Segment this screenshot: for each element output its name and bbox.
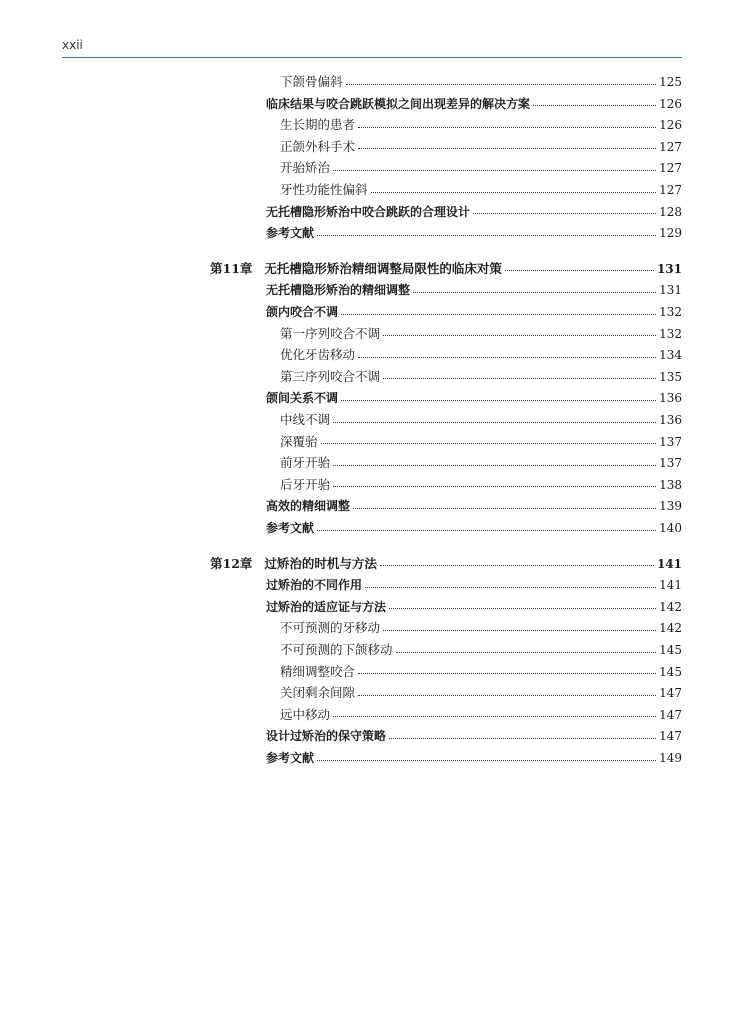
toc-entry-title <box>280 705 330 725</box>
toc-entry-title <box>280 618 380 638</box>
dot-leader <box>383 378 656 379</box>
toc-page-number: 138 <box>659 477 682 492</box>
toc-entry-title <box>266 94 530 114</box>
toc-entry[interactable] <box>280 137 682 157</box>
toc-chapter-entry[interactable] <box>210 554 682 574</box>
toc-title-text: 精细调整咬合 <box>280 663 356 679</box>
dot-leader <box>389 738 656 739</box>
toc-page-number: 141 <box>659 578 682 593</box>
toc-page-number: 135 <box>659 369 682 384</box>
toc-title-text: 过矫治的时机与方法 <box>264 555 377 571</box>
toc-entry-title <box>210 259 502 279</box>
toc-entry[interactable] <box>280 683 682 703</box>
toc-entry[interactable] <box>266 597 682 617</box>
toc-entry-title <box>280 432 318 452</box>
toc-title-text: 中线不调 <box>280 412 331 427</box>
toc-page-number: 132 <box>659 326 682 341</box>
dot-leader <box>358 673 656 674</box>
toc-entry-title <box>280 367 380 387</box>
toc-page-number: 141 <box>656 556 682 571</box>
toc-entry[interactable] <box>266 496 682 516</box>
toc-entry-title <box>266 496 350 516</box>
chapter-number: 第11章 <box>210 260 253 276</box>
toc-page-number: 149 <box>659 751 682 765</box>
toc-page-number: 136 <box>659 391 682 406</box>
toc-entry[interactable] <box>280 618 682 638</box>
toc-entry[interactable] <box>266 202 682 222</box>
dot-leader <box>505 270 654 271</box>
toc-page-number: 126 <box>659 118 682 133</box>
toc-title-text: 第一序列咬合不调 <box>280 325 381 341</box>
toc-entry-title <box>280 683 355 703</box>
dot-leader <box>321 443 657 444</box>
chapter-number: 第12章 <box>210 555 253 571</box>
toc-title-text: 无托槽隐形矫治中咬合跳跃的合理设计 <box>266 204 471 219</box>
toc-entry[interactable] <box>266 575 682 595</box>
toc-entry[interactable] <box>280 345 682 365</box>
toc-entry[interactable] <box>280 180 682 200</box>
toc-title-text: 深覆骀 <box>280 433 318 449</box>
toc-title-text: 第三序列咬合不调 <box>280 368 381 384</box>
toc-page-number: 127 <box>659 183 682 197</box>
toc-title-text: 牙性功能性偏斜 <box>280 182 368 197</box>
toc-entry-title <box>280 180 368 200</box>
dot-leader <box>333 465 656 466</box>
toc-title-text: 临床结果与咬合跳跃模拟之间出现差异的解决方案 <box>266 96 531 111</box>
dot-leader <box>333 486 656 487</box>
toc-page-number: 137 <box>659 456 682 471</box>
toc-title-text: 不可预测的下颌移动 <box>280 642 393 657</box>
toc-entry-title <box>266 518 314 538</box>
toc-entry[interactable] <box>280 705 682 725</box>
toc-page-number: 127 <box>659 139 682 154</box>
dot-leader <box>341 314 656 315</box>
toc-entry-title <box>266 223 314 243</box>
toc-entry-title <box>280 72 343 92</box>
toc-title-text: 无托槽隐形矫治的精细调整 <box>266 283 411 298</box>
dot-leader <box>473 213 656 214</box>
toc-entry-title <box>280 324 380 344</box>
toc-entry[interactable] <box>266 94 682 114</box>
toc-entry-title <box>266 302 338 322</box>
toc-page-number: 131 <box>659 283 682 298</box>
toc-entry[interactable] <box>266 388 682 408</box>
dot-leader <box>380 565 654 566</box>
toc-entry[interactable] <box>266 518 682 538</box>
toc-page-number: 131 <box>656 261 682 276</box>
toc-title-text: 前牙开骀 <box>280 455 331 471</box>
dot-leader <box>389 608 656 609</box>
toc-entry-title <box>266 748 314 768</box>
toc-entry-title <box>210 554 377 574</box>
toc-page-number: 127 <box>659 161 682 176</box>
dot-leader <box>353 508 656 509</box>
dot-leader <box>341 400 656 401</box>
toc-entry[interactable] <box>266 280 682 300</box>
toc-entry-title <box>266 202 470 222</box>
toc-title-text: 设计过矫治的保守策略 <box>266 729 387 744</box>
toc-title-text: 后牙开骀 <box>280 476 331 492</box>
toc-page-number: 142 <box>659 599 682 614</box>
dot-leader <box>371 192 657 193</box>
toc-title-text: 正颌外科手术 <box>280 138 356 154</box>
dot-leader <box>396 652 657 653</box>
toc-entry[interactable] <box>266 302 682 322</box>
toc-page-number: 132 <box>659 305 682 319</box>
toc-entry-title <box>280 158 330 178</box>
toc-entry[interactable] <box>266 223 682 243</box>
toc-page-number: 136 <box>659 413 682 427</box>
toc-title-text: 优化牙齿移动 <box>280 347 356 363</box>
dot-leader <box>358 127 656 128</box>
dot-leader <box>346 84 657 85</box>
toc-page-number: 125 <box>659 75 682 89</box>
toc-entry-title <box>266 597 386 617</box>
toc-chapter-entry[interactable] <box>210 259 682 279</box>
dot-leader <box>365 587 656 588</box>
toc-entry[interactable] <box>280 432 682 452</box>
dot-leader <box>358 695 656 696</box>
dot-leader <box>317 235 656 236</box>
toc-title-text: 参考文献 <box>266 751 315 765</box>
toc-entry[interactable] <box>280 324 682 344</box>
toc-title-text: 生长期的患者 <box>280 117 356 133</box>
toc-entry[interactable] <box>280 475 682 495</box>
dot-leader <box>317 530 656 531</box>
toc-page-number: 145 <box>659 664 682 679</box>
toc-page-number: 145 <box>659 643 682 657</box>
dot-leader <box>333 170 656 171</box>
dot-leader <box>383 630 656 631</box>
toc-entry-title <box>280 137 355 157</box>
toc-page-number: 137 <box>659 434 682 449</box>
toc-title-text: 颌内咬合不调 <box>266 305 339 319</box>
toc-title-text: 不可预测的牙移动 <box>280 620 381 636</box>
toc-title-text: 关闭剩余间隙 <box>280 685 356 701</box>
toc-page-number: 126 <box>659 96 682 111</box>
toc-entry[interactable] <box>280 158 682 178</box>
toc-title-text: 过矫治的不同作用 <box>266 578 363 593</box>
dot-leader <box>383 335 656 336</box>
toc-entry-title <box>266 388 338 408</box>
toc-title-text: 高效的精细调整 <box>266 499 351 514</box>
toc-entry[interactable] <box>280 662 682 682</box>
toc-entry-title <box>280 640 393 660</box>
toc-entry[interactable] <box>280 115 682 135</box>
dot-leader <box>413 292 656 293</box>
toc-page-number: 128 <box>659 204 682 219</box>
toc-entry[interactable] <box>280 72 682 92</box>
dot-leader <box>358 357 656 358</box>
toc-entry[interactable] <box>266 726 682 746</box>
toc-title-text: 颌间关系不调 <box>266 391 339 406</box>
toc-title-text: 开骀矫治 <box>280 160 331 176</box>
toc-title-text: 无托槽隐形矫治精细调整局限性的临床对策 <box>264 260 502 276</box>
toc-page-number: 129 <box>659 226 682 241</box>
toc-page-number: 142 <box>659 621 682 636</box>
dot-leader <box>333 716 656 717</box>
dot-leader <box>317 760 656 761</box>
toc-entry[interactable] <box>266 748 682 768</box>
toc-entry-title <box>280 410 330 430</box>
toc-entry-title <box>266 280 410 300</box>
toc-entry[interactable] <box>280 410 682 430</box>
toc-entry[interactable] <box>280 367 682 387</box>
toc-entry-title <box>280 453 330 473</box>
toc-entry[interactable] <box>280 453 682 473</box>
dot-leader <box>333 422 656 423</box>
toc-page-number: 147 <box>659 729 682 744</box>
toc-entry[interactable] <box>280 640 682 660</box>
toc-entry-title <box>280 475 330 495</box>
toc-title-text: 过矫治的适应证与方法 <box>266 599 387 614</box>
dot-leader <box>533 105 656 106</box>
toc-entry-title <box>266 726 386 746</box>
toc-page-number: 147 <box>659 686 682 701</box>
toc-title-text: 参考文献 <box>266 226 315 241</box>
toc-entry-title <box>266 575 362 595</box>
page-number: xxii <box>62 38 83 52</box>
toc-page-number: 140 <box>659 521 682 535</box>
toc-entry-title <box>280 662 355 682</box>
toc-page-number: 147 <box>659 707 682 722</box>
toc-title-text: 参考文献 <box>266 521 315 535</box>
dot-leader <box>358 148 656 149</box>
toc-title-text: 远中移动 <box>280 706 331 722</box>
toc-entry-title <box>280 115 355 135</box>
toc-title-text: 下颌骨偏斜 <box>280 74 343 89</box>
toc-page-number: 139 <box>659 499 682 514</box>
toc-page-number: 134 <box>659 348 682 363</box>
toc-entry-title <box>280 345 355 365</box>
